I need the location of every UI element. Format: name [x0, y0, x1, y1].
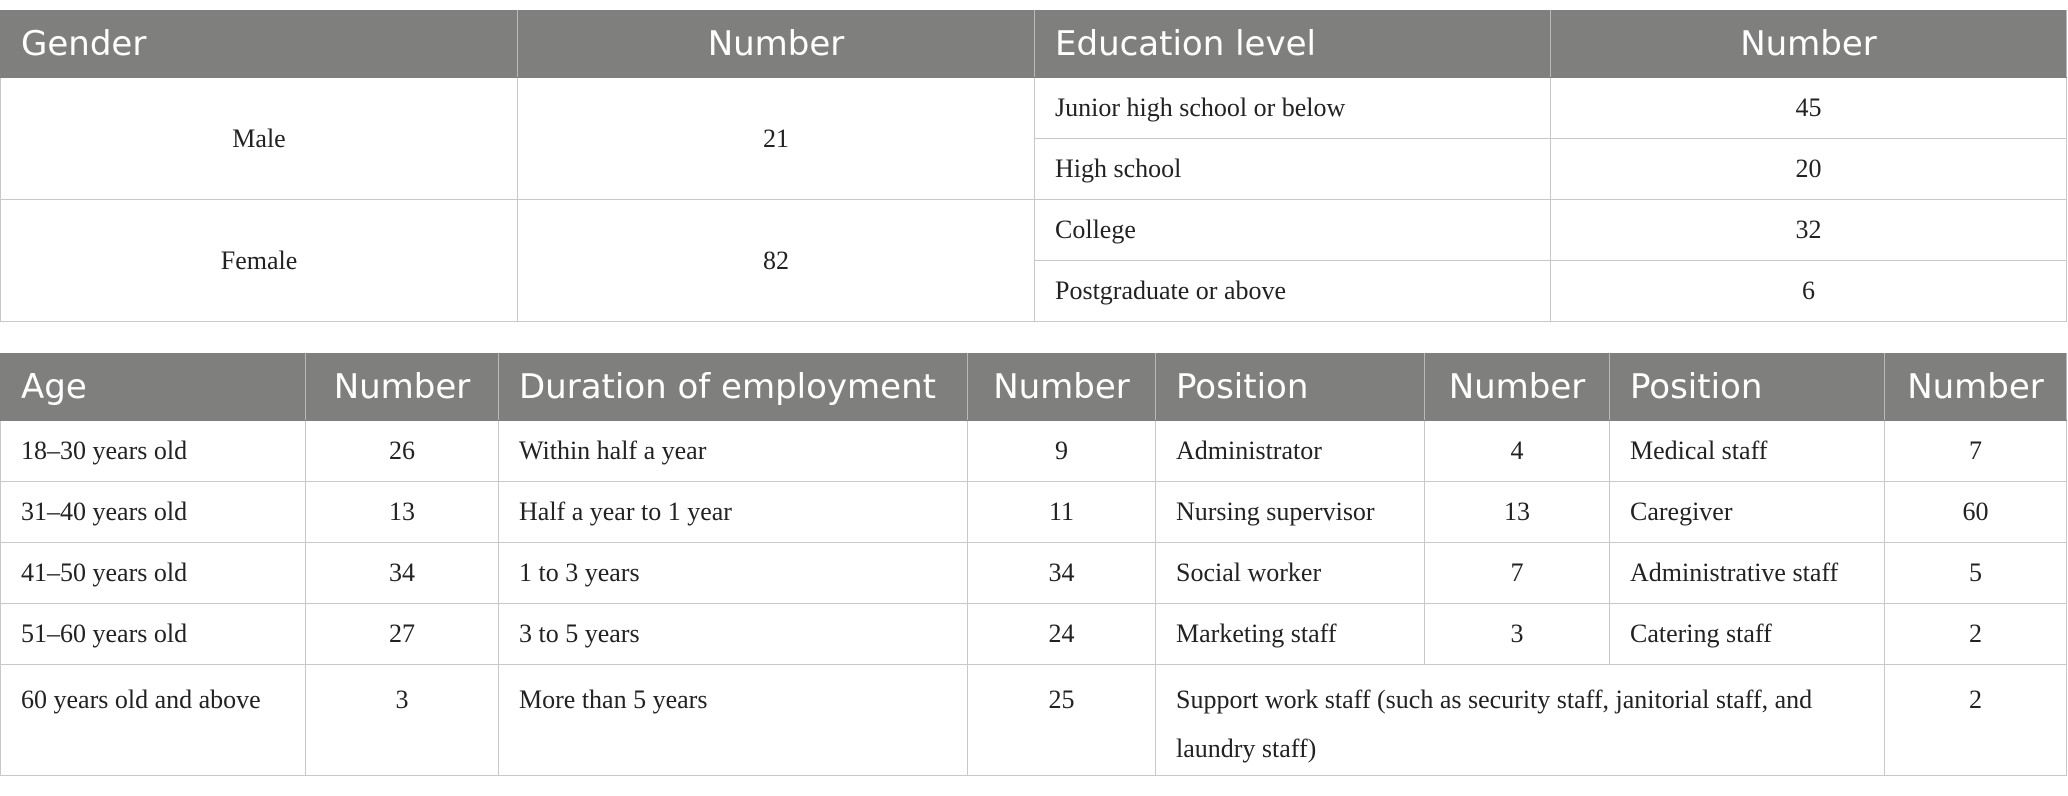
support-staff-cell: Support work staff (such as security staff, janitorial staff, and laundry staff)	[1156, 665, 1885, 776]
table-row	[1, 543, 2067, 604]
header-number: Number	[1551, 11, 2067, 78]
number-cell: 7	[1885, 421, 2067, 482]
position-cell: Medical staff	[1610, 421, 1885, 482]
number-cell: 27	[306, 604, 499, 665]
duration-cell: Within half a year	[499, 421, 968, 482]
table-row	[1, 604, 2067, 665]
age-cell: 60 years old and above	[1, 665, 306, 776]
number-cell: 25	[968, 665, 1156, 776]
number-cell: 82	[518, 200, 1035, 322]
header-gender: Gender	[1, 11, 518, 78]
education-cell: College	[1035, 200, 1551, 261]
table-row	[1, 78, 2067, 139]
education-cell: High school	[1035, 139, 1551, 200]
header-number: Number	[306, 354, 499, 421]
number-cell: 26	[306, 421, 499, 482]
table-row	[1, 482, 2067, 543]
position-cell: Marketing staff	[1156, 604, 1425, 665]
table-row	[1, 665, 2067, 776]
number-cell: 32	[1551, 200, 2067, 261]
number-cell: 20	[1551, 139, 2067, 200]
header-number: Number	[1885, 354, 2067, 421]
number-cell: 11	[968, 482, 1156, 543]
table-row	[1, 200, 2067, 261]
position-cell: Caregiver	[1610, 482, 1885, 543]
number-cell: 60	[1885, 482, 2067, 543]
number-cell: 5	[1885, 543, 2067, 604]
number-cell: 9	[968, 421, 1156, 482]
position-cell: Social worker	[1156, 543, 1425, 604]
number-cell: 2	[1885, 665, 2067, 776]
number-cell: 6	[1551, 261, 2067, 322]
number-cell: 45	[1551, 78, 2067, 139]
education-cell: Junior high school or below	[1035, 78, 1551, 139]
header-number: Number	[1425, 354, 1610, 421]
position-cell: Administrative staff	[1610, 543, 1885, 604]
position-cell: Administrator	[1156, 421, 1425, 482]
age-cell: 41–50 years old	[1, 543, 306, 604]
gender-cell: Male	[1, 78, 518, 200]
table-row	[1, 421, 2067, 482]
gender-education-table	[0, 10, 2067, 322]
number-cell: 3	[1425, 604, 1610, 665]
duration-cell: Half a year to 1 year	[499, 482, 968, 543]
education-cell: Postgraduate or above	[1035, 261, 1551, 322]
age-cell: 31–40 years old	[1, 482, 306, 543]
position-cell: Catering staff	[1610, 604, 1885, 665]
age-employment-position-table	[0, 353, 2067, 776]
gender-cell: Female	[1, 200, 518, 322]
number-cell: 3	[306, 665, 499, 776]
number-cell: 7	[1425, 543, 1610, 604]
header-duration-of-employment: Duration of employment	[499, 354, 968, 421]
duration-cell: 1 to 3 years	[499, 543, 968, 604]
number-cell: 13	[1425, 482, 1610, 543]
number-cell: 2	[1885, 604, 2067, 665]
number-cell: 21	[518, 78, 1035, 200]
table-header-row	[1, 354, 2067, 421]
number-cell: 4	[1425, 421, 1610, 482]
header-number: Number	[968, 354, 1156, 421]
duration-cell: 3 to 5 years	[499, 604, 968, 665]
number-cell: 13	[306, 482, 499, 543]
table-header-row	[1, 11, 2067, 78]
header-number: Number	[518, 11, 1035, 78]
number-cell: 24	[968, 604, 1156, 665]
header-age: Age	[1, 354, 306, 421]
header-position: Position	[1610, 354, 1885, 421]
age-cell: 51–60 years old	[1, 604, 306, 665]
number-cell: 34	[306, 543, 499, 604]
age-cell: 18–30 years old	[1, 421, 306, 482]
header-position: Position	[1156, 354, 1425, 421]
number-cell: 34	[968, 543, 1156, 604]
header-education-level: Education level	[1035, 11, 1551, 78]
duration-cell: More than 5 years	[499, 665, 968, 776]
position-cell: Nursing supervisor	[1156, 482, 1425, 543]
